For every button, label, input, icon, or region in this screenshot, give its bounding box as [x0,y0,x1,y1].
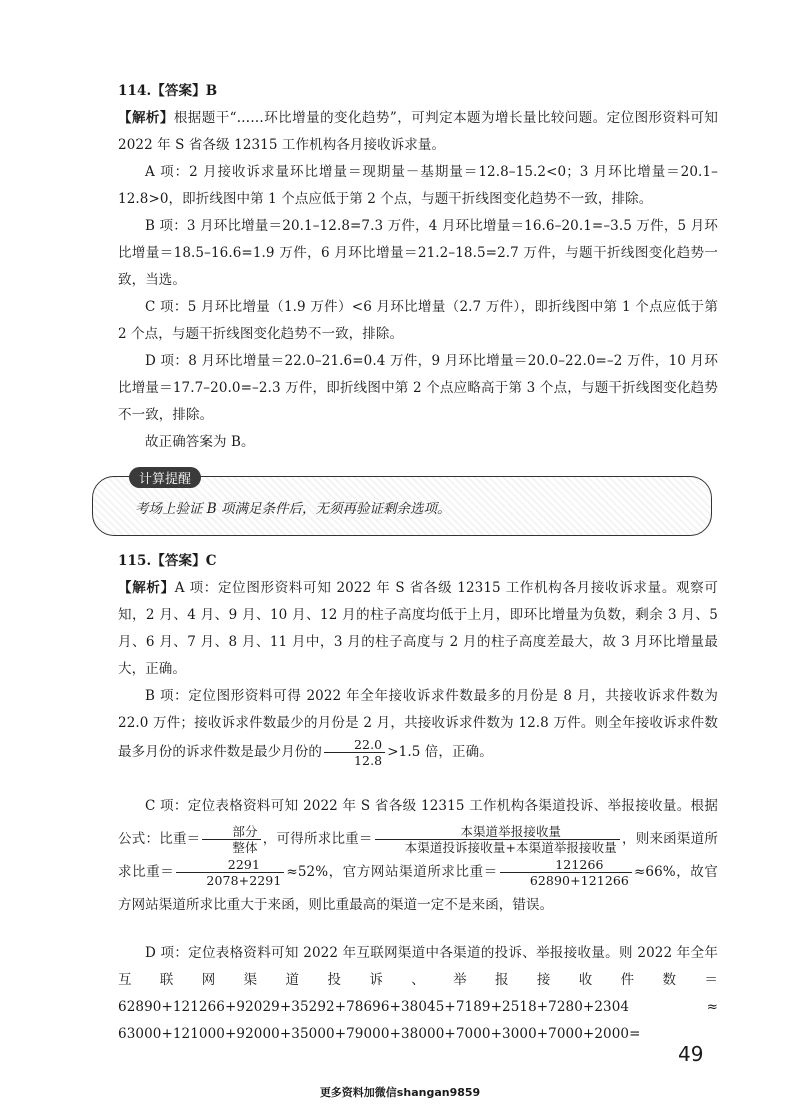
q115-option-c-text-3: ，则来函渠道所求比重＝ [118,831,718,880]
q115-option-b-text: B 项：定位图形资料可得 2022 年全年接收诉求件数最多的月份是 8 月，共接收诉求件数为 22.0 万件；接收诉求件数最少的月份是 2 月，共接收诉求件数为 12.8 万件。则全年接收诉求件数最多月份的诉求件数是最少月份的 [118,688,718,760]
q115-heading [118,548,718,575]
footer-note: 更多资料加微信shangan9859 [319,1086,481,1099]
frac-num: 本渠道举报接收量 [375,824,620,840]
frac-den: 2078+2291 [206,873,282,888]
q115-option-c [118,790,718,922]
q114-option-c: C 项：5 月环比增量（1.9 万件）<6 月环比增量（2.7 万件），即折线图中第 1 个点应低于第 2 个点，与题干折线图变化趋势不一致，排除。 [118,299,718,342]
q114-number: 114. [118,83,152,99]
frac-num: 部分 [202,824,260,840]
fraction-website-channel [500,857,632,888]
q114-answer: B [205,83,218,99]
q115-answer: C [205,553,217,569]
q115-option-c-text-4: ≈52%，官方网站渠道所求比重＝ [286,864,498,880]
q115-analysis-tag: 【解析】 [118,580,175,596]
q115-option-c-text-1: C 项：定位表格资料可知 2022 年 S 省各级 12315 工作机构各渠道投诉、举报接收量。根据公式：比重＝ [118,798,718,847]
q115-option-c-text-5: ≈66%，故官方网站渠道所求比重大于来函，则比重最高的渠道一定不是来函，错误。 [118,864,718,913]
frac-num: 22.0 [324,737,385,753]
q115-option-a [118,575,718,683]
tip-label: 计算提醒 [129,467,201,488]
q114-option-b: B 项：3 月环比增量＝20.1–12.8=7.3 万件，4 月环比增量＝16.6–20.1=–3.5 万件，5 月环比增量＝18.5–16.6=1.9 万件，6 月环比增量＝21.2–18.5=2.7 万件，与题干折线图变化趋势一致，当选。 [118,218,718,288]
frac-den: 62890+121266 [529,873,629,888]
frac-den: 12.8 [354,753,383,768]
q114-analysis [118,105,718,159]
q115-option-d: D 项：定位表格资料可知 2022 年互联网渠道中各渠道的投诉、举报接收量。则 2022 年全年互联网渠道投诉、举报接收件数＝62890+121266+92029+35292+78696+38045+7189+2518+7280+2304 ≈ 63000+121000+92000+35000+79000+38000+7000+3000+7000+2000= [118,945,718,1042]
frac-den: 整体 [232,840,258,855]
q114-heading [118,78,718,105]
q115-option-b [118,683,718,768]
page-number: 49 [678,1042,704,1066]
q114-answer-tag: 【答案】 [151,83,206,99]
q114-analysis-text: 根据题干“……环比增量的变化趋势”，可判定本题为增长量比较问题。定位图形资料可知 2022 年 S 省各级 12315 工作机构各月接收诉求量。 [118,110,718,153]
q115-option-b-tail: >1.5 倍，正确。 [387,744,493,760]
frac-num: 121266 [500,857,632,873]
fraction-letter-channel [176,857,284,888]
fraction-share-formula [375,824,620,855]
q114-analysis-tag: 【解析】 [118,110,174,126]
tip-text: 考场上验证 B 项满足条件后，无须再验证剩余选项。 [135,501,451,517]
frac-num: 2291 [176,857,284,873]
fraction-22-over-12-8 [324,737,385,768]
frac-den: 本渠道投诉接收量+本渠道举报接收量 [404,840,617,855]
q115-number: 115. [118,553,152,569]
q114-conclusion: 故正确答案为 B。 [145,434,255,450]
q115-option-a-text: A 项：定位图形资料可知 2022 年 S 省各级 12315 工作机构各月接收诉求量。观察可知，2 月、4 月、9 月、10 月、12 月的柱子高度均低于上月，即环比增量为负数，剩余 3 月、5 月、6 月、7 月、8 月、11 月中，3 月的柱子高度与 2 月的柱子高度差最大，故 3 月环比增量最大，正确。 [118,580,718,677]
q114-option-d: D 项：8 月环比增量＝22.0–21.6=0.4 万件，9 月环比增量＝20.0–22.0=–2 万件，10 月环比增量＝17.7–20.0=–2.3 万件，即折线图中第 2 个点应略高于第 3 个点，与题干折线图变化趋势不一致，排除。 [118,353,718,423]
calculation-tip-box [92,472,712,536]
q114-option-a: A 项：2 月接收诉求量环比增量＝现期量－基期量＝12.8–15.2<0；3 月环比增量＝20.1–12.8>0，即折线图中第 1 个点应低于第 2 个点，与题干折线图变化趋势不一致，排除。 [118,164,718,207]
q115-answer-tag: 【答案】 [151,553,206,569]
fraction-part-over-whole [202,824,260,855]
q115-option-c-text-2: ，可得所求比重＝ [262,831,373,847]
